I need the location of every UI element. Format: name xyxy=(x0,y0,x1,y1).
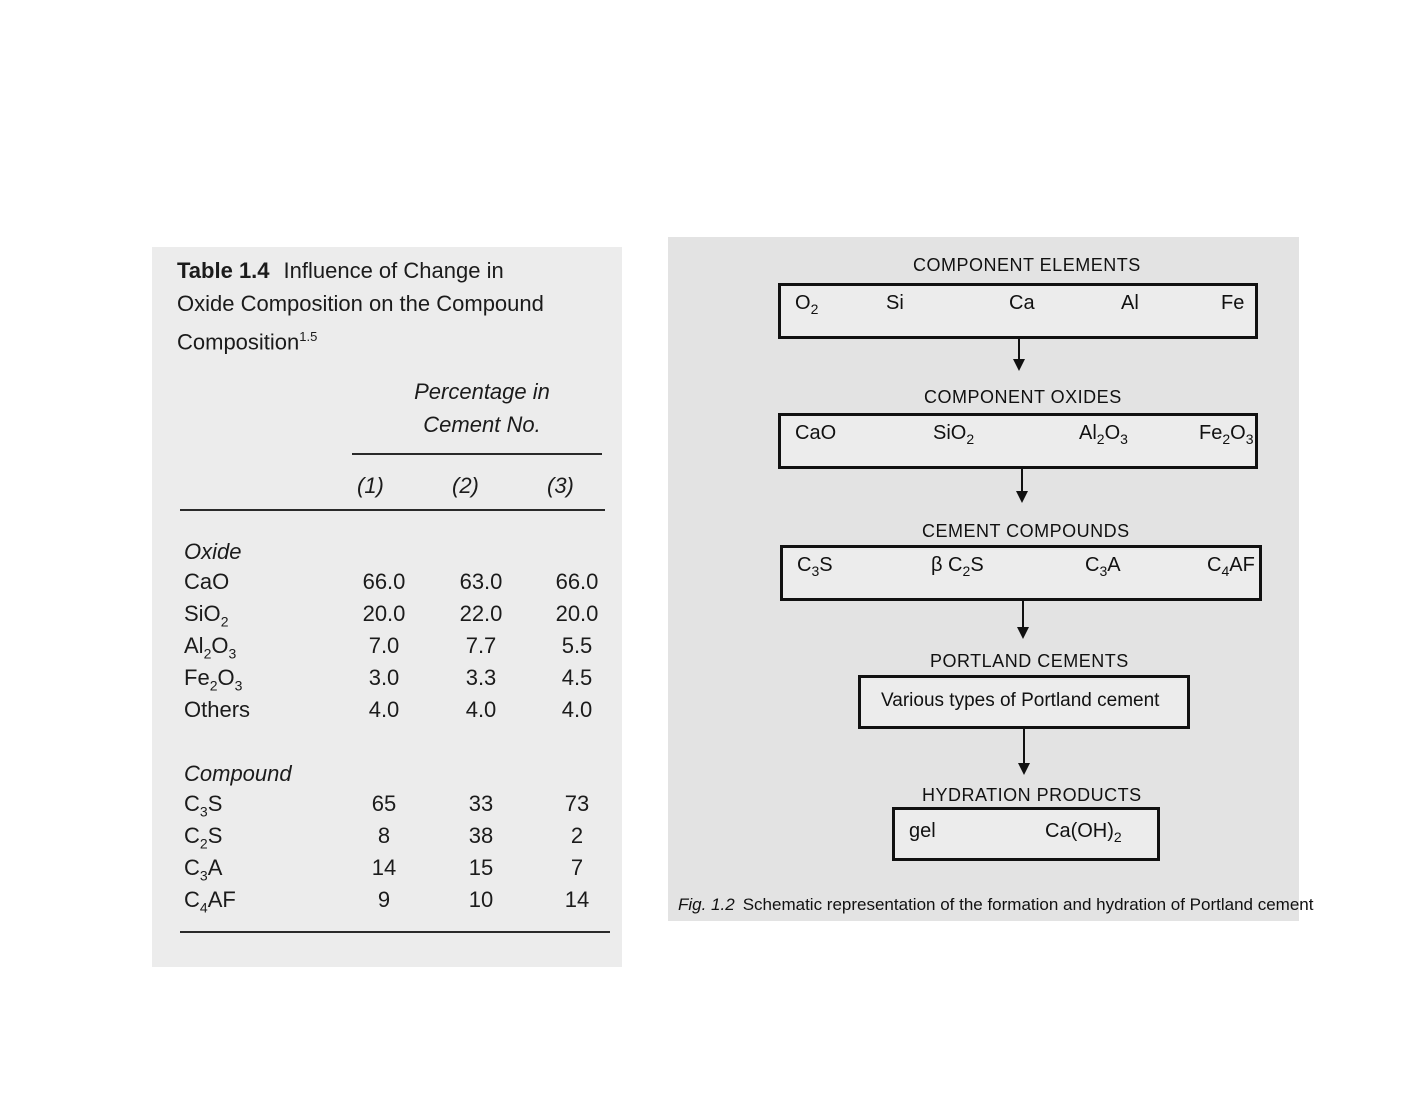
arrow-1 xyxy=(1018,339,1020,361)
cell-value: 63.0 xyxy=(459,569,503,594)
arrow-4-head xyxy=(1018,763,1030,775)
table-title-line1: Influence of Change in xyxy=(283,258,504,283)
arrow-3-head xyxy=(1017,627,1029,639)
row-label: CaO xyxy=(184,569,230,594)
cell-value: 4.0 xyxy=(561,697,593,722)
cell-value: 7.0 xyxy=(368,633,400,658)
hydration-box xyxy=(892,807,1160,861)
portland-cement-types: Various types of Portland cement xyxy=(881,690,1160,711)
row-label: $Al_2O_3$ xyxy=(184,633,237,662)
compounds-box xyxy=(780,545,1262,601)
compound-beta-c2s: β $C_2S$ xyxy=(931,554,984,579)
cell-value: 15 xyxy=(468,855,494,880)
cell-value: 3.0 xyxy=(368,665,400,690)
table-row xyxy=(184,791,614,823)
cell-value: 8 xyxy=(377,823,391,848)
element-o2: $O_2$ xyxy=(795,292,819,317)
cell-value: 20.0 xyxy=(555,601,599,626)
figure-scan xyxy=(668,237,1314,921)
table-title xyxy=(177,254,617,358)
oxides-box xyxy=(778,413,1258,469)
table-title-line2: Oxide Composition on the Compound xyxy=(177,291,544,316)
element-fe: Fe xyxy=(1221,292,1245,314)
compound-section-label: Compound xyxy=(184,761,292,786)
table-scan xyxy=(152,247,622,967)
stage-title-oxides: COMPONENT OXIDES xyxy=(924,387,1122,407)
table-row xyxy=(184,823,614,855)
oxide-al2o3: $Al_2O_3$ xyxy=(1079,422,1128,447)
column-header-2: (2) xyxy=(452,473,479,498)
row-label: $C_3S$ xyxy=(184,791,223,820)
table-bottom-rule xyxy=(180,931,610,933)
row-label: $C_3A$ xyxy=(184,855,223,884)
row-label: SiO$_2$ xyxy=(184,601,229,630)
table-row xyxy=(184,855,614,887)
arrow-1-head xyxy=(1013,359,1025,371)
cell-value: 20.0 xyxy=(362,601,406,626)
table-row xyxy=(184,665,614,697)
figure-caption-text: Schematic representation of the formation and hydration of Portland cement xyxy=(742,895,1314,914)
oxide-sio2: SiO$_2$ xyxy=(933,422,975,447)
stage-title-hydration: HYDRATION PRODUCTS xyxy=(922,785,1142,805)
table-row xyxy=(184,601,614,633)
cell-value: 2 xyxy=(570,823,584,848)
row-label: $Fe_2O_3$ xyxy=(184,665,243,694)
cell-value: 66.0 xyxy=(555,569,599,594)
arrow-3 xyxy=(1022,601,1024,629)
hydration-gel: gel xyxy=(909,820,936,842)
cell-value: 33 xyxy=(468,791,494,816)
percentage-heading: Percentage in Cement No. xyxy=(414,379,550,437)
table-row xyxy=(184,569,614,601)
element-al: Al xyxy=(1121,292,1139,314)
table-reference: 1.5 xyxy=(299,329,318,344)
cell-value: 3.3 xyxy=(465,665,497,690)
cell-value: 4.0 xyxy=(465,697,497,722)
cell-value: 5.5 xyxy=(561,633,593,658)
portland-box xyxy=(858,675,1190,729)
cell-value: 10 xyxy=(468,887,494,912)
hydration-caoh2: $Ca(OH)_2$ xyxy=(1045,820,1122,845)
compound-c3a: $C_3A$ xyxy=(1085,554,1121,579)
cell-value: 66.0 xyxy=(362,569,406,594)
cell-value: 38 xyxy=(468,823,494,848)
stage-title-elements: COMPONENT ELEMENTS xyxy=(913,255,1141,275)
cell-value: 4.5 xyxy=(561,665,593,690)
oxide-cao: CaO xyxy=(795,422,837,444)
table-row xyxy=(184,633,614,665)
elements-box xyxy=(778,283,1258,339)
stage-title-compounds: CEMENT COMPOUNDS xyxy=(922,521,1130,541)
oxide-fe2o3: $Fe_2O_3$ xyxy=(1199,422,1254,447)
arrow-2-head xyxy=(1016,491,1028,503)
row-label: Others xyxy=(184,697,251,722)
column-header-1: (1) xyxy=(357,473,384,498)
row-label: $C_2S$ xyxy=(184,823,223,852)
cell-value: 65 xyxy=(371,791,397,816)
stage-title-portland: PORTLAND CEMENTS xyxy=(930,651,1129,671)
figure-number: Fig. 1.2 xyxy=(678,895,735,914)
compound-c4af: $C_4AF$ xyxy=(1207,554,1255,579)
element-si: Si xyxy=(886,292,904,314)
cell-value: 22.0 xyxy=(459,601,503,626)
arrow-4 xyxy=(1023,729,1025,765)
cell-value: 9 xyxy=(377,887,391,912)
cell-value: 4.0 xyxy=(368,697,400,722)
cell-value: 73 xyxy=(564,791,590,816)
cell-value: 7.7 xyxy=(465,633,497,658)
column-header-3: (3) xyxy=(547,473,574,498)
table-row xyxy=(184,697,614,729)
header-rule-top xyxy=(352,453,602,455)
cell-value: 7 xyxy=(570,855,584,880)
element-ca: Ca xyxy=(1009,292,1035,314)
arrow-2 xyxy=(1021,469,1023,493)
table-row xyxy=(184,887,614,919)
figure-caption xyxy=(678,895,1313,915)
row-label: $C_4AF$ xyxy=(184,887,236,916)
oxide-section-label: Oxide xyxy=(184,539,242,564)
cell-value: 14 xyxy=(371,855,397,880)
table-title-line3: Composition xyxy=(177,329,300,355)
compound-c3s: $C_3S$ xyxy=(797,554,833,579)
table-number: Table 1.4 xyxy=(177,258,270,283)
cell-value: 14 xyxy=(564,887,590,912)
header-rule-bottom xyxy=(180,509,605,511)
